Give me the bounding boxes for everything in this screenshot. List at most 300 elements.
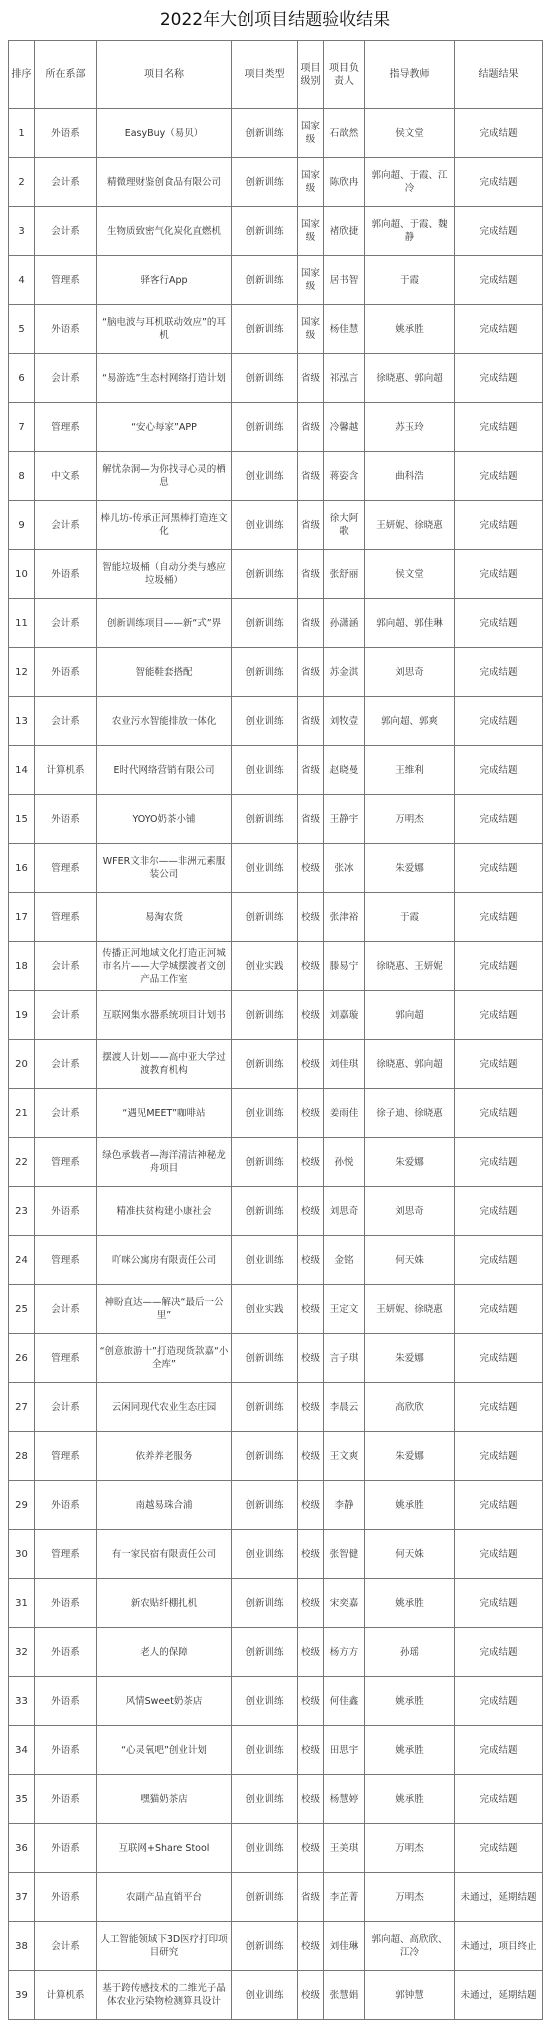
cell-seq: 5 — [9, 305, 35, 354]
cell-result: 完成结题 — [455, 1628, 543, 1677]
table-row — [9, 354, 543, 403]
cell-advisor: 郭向超、于霞、江冷 — [365, 158, 455, 207]
cell-result: 未通过，项目终止 — [455, 1922, 543, 1971]
cell-advisor: 朱爱娜 — [365, 1138, 455, 1187]
cell-advisor: 王维利 — [365, 746, 455, 795]
cell-project-level: 校级 — [298, 1775, 324, 1824]
table-row — [9, 1579, 543, 1628]
table-row — [9, 1726, 543, 1775]
table-row — [9, 1285, 543, 1334]
cell-project-level: 校级 — [298, 1677, 324, 1726]
header-result: 结题结果 — [455, 41, 543, 109]
document-title: 2022年大创项目结题验收结果 — [159, 10, 391, 30]
cell-advisor: 徐晓惠、郭向超 — [365, 1040, 455, 1089]
cell-department: 外语系 — [35, 550, 97, 599]
cell-leader: 李晨云 — [324, 1383, 365, 1432]
cell-project-type: 创业实践 — [232, 1285, 298, 1334]
cell-result: 完成结题 — [455, 109, 543, 158]
cell-advisor: 孙瑶 — [365, 1628, 455, 1677]
cell-department: 外语系 — [35, 1824, 97, 1873]
cell-project-name: 依养养老服务 — [97, 1432, 232, 1481]
cell-advisor: 万明杰 — [365, 1824, 455, 1873]
cell-leader: 宋奕嘉 — [324, 1579, 365, 1628]
cell-project-level: 校级 — [298, 1187, 324, 1236]
cell-result: 完成结题 — [455, 1726, 543, 1775]
cell-leader: 滕易宁 — [324, 942, 365, 991]
cell-advisor: 朱爱娜 — [365, 844, 455, 893]
cell-project-level: 校级 — [298, 1040, 324, 1089]
cell-project-type: 创新训练 — [232, 1383, 298, 1432]
cell-result: 完成结题 — [455, 403, 543, 452]
cell-project-level: 校级 — [298, 1971, 324, 2020]
cell-seq: 39 — [9, 1971, 35, 2020]
cell-project-name: 嘿猫奶茶店 — [97, 1775, 232, 1824]
cell-result: 完成结题 — [455, 991, 543, 1040]
cell-project-type: 创业训练 — [232, 697, 298, 746]
cell-result: 完成结题 — [455, 354, 543, 403]
cell-project-level: 国家级 — [298, 305, 324, 354]
cell-department: 管理系 — [35, 1432, 97, 1481]
cell-leader: 苏金淇 — [324, 648, 365, 697]
cell-seq: 1 — [9, 109, 35, 158]
cell-project-name: “易游选”生态村网络打造计划 — [97, 354, 232, 403]
header-advisor: 指导教师 — [365, 41, 455, 109]
cell-leader: 杨方方 — [324, 1628, 365, 1677]
cell-project-type: 创新训练 — [232, 1040, 298, 1089]
cell-project-level: 省级 — [298, 452, 324, 501]
cell-leader: 杨慧婷 — [324, 1775, 365, 1824]
cell-department: 计算机系 — [35, 746, 97, 795]
cell-seq: 32 — [9, 1628, 35, 1677]
cell-result: 完成结题 — [455, 1089, 543, 1138]
cell-project-level: 校级 — [298, 991, 324, 1040]
cell-project-type: 创新训练 — [232, 1432, 298, 1481]
cell-seq: 15 — [9, 795, 35, 844]
cell-advisor: 徐晓惠、王妍妮 — [365, 942, 455, 991]
cell-seq: 25 — [9, 1285, 35, 1334]
cell-department: 会计系 — [35, 501, 97, 550]
cell-project-level: 校级 — [298, 1579, 324, 1628]
cell-project-name: 摆渡人计划——高中亚大学过渡教育机构 — [97, 1040, 232, 1089]
cell-result: 完成结题 — [455, 1579, 543, 1628]
cell-advisor: 姚承胜 — [365, 1775, 455, 1824]
cell-project-name: “安心每家”APP — [97, 403, 232, 452]
cell-result: 完成结题 — [455, 697, 543, 746]
cell-department: 中文系 — [35, 452, 97, 501]
cell-advisor: 王妍妮、徐晓惠 — [365, 1285, 455, 1334]
cell-project-type: 创新训练 — [232, 256, 298, 305]
cell-project-type: 创新训练 — [232, 550, 298, 599]
cell-advisor: 郭向超、郭佳琳 — [365, 599, 455, 648]
cell-department: 会计系 — [35, 697, 97, 746]
cell-project-name: “创意旅游十”打造现货款嘉“小全库” — [97, 1334, 232, 1383]
cell-result: 未通过，延期结题 — [455, 1971, 543, 2020]
cell-project-type: 创新训练 — [232, 991, 298, 1040]
cell-project-level: 省级 — [298, 550, 324, 599]
cell-result: 完成结题 — [455, 1824, 543, 1873]
cell-advisor: 何天姝 — [365, 1530, 455, 1579]
table-row — [9, 1824, 543, 1873]
cell-project-level: 国家级 — [298, 109, 324, 158]
cell-leader: 田思宇 — [324, 1726, 365, 1775]
cell-project-name: 基于跨传感技术的二维光子晶体农业污染物检测算具设计 — [97, 1971, 232, 2020]
cell-project-type: 创业训练 — [232, 1530, 298, 1579]
cell-leader: 刘嘉璇 — [324, 991, 365, 1040]
cell-seq: 14 — [9, 746, 35, 795]
cell-leader: 居书智 — [324, 256, 365, 305]
cell-department: 会计系 — [35, 1383, 97, 1432]
cell-leader: 刘牧壹 — [324, 697, 365, 746]
cell-project-level: 校级 — [298, 1285, 324, 1334]
cell-project-name: 精准扶贫构建小康社会 — [97, 1187, 232, 1236]
cell-advisor: 姚承胜 — [365, 305, 455, 354]
cell-department: 管理系 — [35, 1236, 97, 1285]
cell-project-level: 校级 — [298, 942, 324, 991]
cell-result: 未通过，延期结题 — [455, 1873, 543, 1922]
cell-project-level: 国家级 — [298, 158, 324, 207]
cell-department: 管理系 — [35, 844, 97, 893]
header-seq: 排序 — [9, 41, 35, 109]
cell-project-type: 创新训练 — [232, 354, 298, 403]
cell-seq: 26 — [9, 1334, 35, 1383]
cell-result: 完成结题 — [455, 158, 543, 207]
cell-advisor: 郭向超 — [365, 991, 455, 1040]
cell-project-name: 易淘农货 — [97, 893, 232, 942]
cell-advisor: 于霞 — [365, 893, 455, 942]
cell-advisor: 刘思奇 — [365, 1187, 455, 1236]
cell-project-type: 创新训练 — [232, 305, 298, 354]
cell-project-level: 校级 — [298, 1138, 324, 1187]
cell-advisor: 徐子迪、徐晓惠 — [365, 1089, 455, 1138]
cell-result: 完成结题 — [455, 795, 543, 844]
cell-seq: 31 — [9, 1579, 35, 1628]
cell-department: 外语系 — [35, 1726, 97, 1775]
cell-department: 管理系 — [35, 893, 97, 942]
cell-project-level: 校级 — [298, 1089, 324, 1138]
cell-project-level: 校级 — [298, 1481, 324, 1530]
cell-seq: 21 — [9, 1089, 35, 1138]
cell-advisor: 何天姝 — [365, 1236, 455, 1285]
cell-project-level: 省级 — [298, 746, 324, 795]
table-row — [9, 1873, 543, 1922]
cell-project-level: 省级 — [298, 648, 324, 697]
cell-result: 完成结题 — [455, 1775, 543, 1824]
cell-project-type: 创新训练 — [232, 1481, 298, 1530]
cell-department: 外语系 — [35, 648, 97, 697]
cell-seq: 29 — [9, 1481, 35, 1530]
table-row — [9, 697, 543, 746]
cell-project-type: 创业训练 — [232, 1089, 298, 1138]
cell-project-name: 吖咪公寓房有限责任公司 — [97, 1236, 232, 1285]
cell-department: 会计系 — [35, 942, 97, 991]
cell-department: 外语系 — [35, 1873, 97, 1922]
cell-department: 外语系 — [35, 1677, 97, 1726]
cell-project-level: 省级 — [298, 354, 324, 403]
cell-leader: 孙悦 — [324, 1138, 365, 1187]
cell-seq: 8 — [9, 452, 35, 501]
cell-project-level: 国家级 — [298, 207, 324, 256]
table-row — [9, 1236, 543, 1285]
table-row — [9, 991, 543, 1040]
table-row — [9, 1138, 543, 1187]
cell-project-name: 云闲同现代农业生态庄园 — [97, 1383, 232, 1432]
cell-project-level: 校级 — [298, 1383, 324, 1432]
cell-seq: 16 — [9, 844, 35, 893]
cell-project-level: 省级 — [298, 403, 324, 452]
cell-result: 完成结题 — [455, 452, 543, 501]
cell-project-type: 创新训练 — [232, 1334, 298, 1383]
cell-department: 管理系 — [35, 256, 97, 305]
cell-seq: 33 — [9, 1677, 35, 1726]
cell-project-type: 创业训练 — [232, 844, 298, 893]
cell-leader: 徐大阿歌 — [324, 501, 365, 550]
cell-seq: 12 — [9, 648, 35, 697]
table-row — [9, 1089, 543, 1138]
cell-advisor: 郭钟慧 — [365, 1971, 455, 2020]
cell-advisor: 郭向超、高欣欣、江冷 — [365, 1922, 455, 1971]
cell-leader: 张津裕 — [324, 893, 365, 942]
results-table — [8, 40, 543, 2020]
cell-project-type: 创新训练 — [232, 1873, 298, 1922]
table-row — [9, 1971, 543, 2020]
cell-department: 会计系 — [35, 1089, 97, 1138]
cell-project-name: 智能鞋套搭配 — [97, 648, 232, 697]
table-row — [9, 1530, 543, 1579]
cell-project-name: 互联网+Share Stool — [97, 1824, 232, 1873]
cell-seq: 10 — [9, 550, 35, 599]
cell-department: 会计系 — [35, 599, 97, 648]
table-row — [9, 109, 543, 158]
header-project-name: 项目名称 — [97, 41, 232, 109]
cell-project-type: 创业训练 — [232, 452, 298, 501]
cell-seq: 30 — [9, 1530, 35, 1579]
cell-project-name: 棒儿坊-传承正河黑棒打造连文化 — [97, 501, 232, 550]
cell-leader: 王文爽 — [324, 1432, 365, 1481]
cell-seq: 7 — [9, 403, 35, 452]
table-row — [9, 256, 543, 305]
cell-result: 完成结题 — [455, 942, 543, 991]
cell-leader: 王定文 — [324, 1285, 365, 1334]
cell-seq: 20 — [9, 1040, 35, 1089]
cell-leader: 王美琪 — [324, 1824, 365, 1873]
cell-project-name: WFER文非尔——非洲元素服装公司 — [97, 844, 232, 893]
cell-project-name: EasyBuy（易贝） — [97, 109, 232, 158]
cell-seq: 9 — [9, 501, 35, 550]
cell-project-level: 校级 — [298, 1628, 324, 1677]
cell-result: 完成结题 — [455, 1040, 543, 1089]
cell-seq: 11 — [9, 599, 35, 648]
table-row — [9, 207, 543, 256]
cell-seq: 19 — [9, 991, 35, 1040]
cell-advisor: 姚承胜 — [365, 1726, 455, 1775]
cell-advisor: 徐晓惠、郭向超 — [365, 354, 455, 403]
cell-leader: 李静 — [324, 1481, 365, 1530]
cell-project-level: 校级 — [298, 1334, 324, 1383]
table-row — [9, 403, 543, 452]
cell-leader: 褚欣捷 — [324, 207, 365, 256]
cell-project-type: 创新训练 — [232, 1922, 298, 1971]
cell-result: 完成结题 — [455, 1187, 543, 1236]
cell-project-name: “心灵氧吧”创业计划 — [97, 1726, 232, 1775]
cell-seq: 23 — [9, 1187, 35, 1236]
cell-result: 完成结题 — [455, 305, 543, 354]
cell-project-name: YOYO奶茶小铺 — [97, 795, 232, 844]
cell-project-type: 创业训练 — [232, 1775, 298, 1824]
cell-project-level: 省级 — [298, 697, 324, 746]
cell-department: 外语系 — [35, 1775, 97, 1824]
cell-project-name: 传播正河地域文化打造正河城市名片——大学城摆渡者文创产品工作室 — [97, 942, 232, 991]
table-row — [9, 1040, 543, 1089]
cell-project-type: 创业训练 — [232, 1677, 298, 1726]
cell-department: 会计系 — [35, 207, 97, 256]
cell-project-level: 国家级 — [298, 256, 324, 305]
cell-project-type: 创业训练 — [232, 1971, 298, 2020]
cell-department: 外语系 — [35, 1187, 97, 1236]
cell-leader: 言子琪 — [324, 1334, 365, 1383]
cell-leader: 蒋姿含 — [324, 452, 365, 501]
cell-result: 完成结题 — [455, 1677, 543, 1726]
cell-project-level: 校级 — [298, 1530, 324, 1579]
cell-department: 管理系 — [35, 403, 97, 452]
cell-project-level: 校级 — [298, 893, 324, 942]
table-row — [9, 1628, 543, 1677]
cell-seq: 3 — [9, 207, 35, 256]
cell-advisor: 高欣欣 — [365, 1383, 455, 1432]
cell-seq: 34 — [9, 1726, 35, 1775]
cell-leader: 何佳鑫 — [324, 1677, 365, 1726]
table-row — [9, 746, 543, 795]
cell-seq: 27 — [9, 1383, 35, 1432]
cell-advisor: 万明杰 — [365, 1873, 455, 1922]
cell-seq: 36 — [9, 1824, 35, 1873]
cell-seq: 22 — [9, 1138, 35, 1187]
table-row — [9, 1775, 543, 1824]
cell-project-type: 创业训练 — [232, 1726, 298, 1775]
cell-project-type: 创业训练 — [232, 1824, 298, 1873]
cell-project-type: 创业训练 — [232, 501, 298, 550]
header-project-level: 项目级别 — [298, 41, 324, 109]
table-row — [9, 648, 543, 697]
cell-seq: 35 — [9, 1775, 35, 1824]
cell-advisor: 姚承胜 — [365, 1481, 455, 1530]
cell-project-type: 创新训练 — [232, 648, 298, 697]
cell-leader: 张智健 — [324, 1530, 365, 1579]
cell-advisor: 朱爱娜 — [365, 1334, 455, 1383]
cell-result: 完成结题 — [455, 1383, 543, 1432]
cell-project-type: 创新训练 — [232, 109, 298, 158]
cell-department: 外语系 — [35, 795, 97, 844]
cell-seq: 38 — [9, 1922, 35, 1971]
cell-project-type: 创业训练 — [232, 1236, 298, 1285]
cell-project-name: “遇见MEET”咖啡站 — [97, 1089, 232, 1138]
cell-advisor: 朱爱娜 — [365, 1432, 455, 1481]
table-row — [9, 550, 543, 599]
cell-advisor: 王妍妮、徐晓惠 — [365, 501, 455, 550]
header-department: 所在系部 — [35, 41, 97, 109]
cell-advisor: 姚承胜 — [365, 1579, 455, 1628]
cell-leader: 石歆然 — [324, 109, 365, 158]
cell-department: 外语系 — [35, 1628, 97, 1677]
cell-project-level: 省级 — [298, 501, 324, 550]
cell-department: 外语系 — [35, 109, 97, 158]
table-row — [9, 452, 543, 501]
cell-advisor: 郭向超、郭爽 — [365, 697, 455, 746]
cell-project-name: E时代网络营销有限公司 — [97, 746, 232, 795]
table-row — [9, 1922, 543, 1971]
cell-advisor: 刘思奇 — [365, 648, 455, 697]
cell-advisor: 于霞 — [365, 256, 455, 305]
cell-department: 会计系 — [35, 158, 97, 207]
cell-result: 完成结题 — [455, 648, 543, 697]
cell-advisor: 苏玉玲 — [365, 403, 455, 452]
cell-result: 完成结题 — [455, 1334, 543, 1383]
cell-project-level: 省级 — [298, 795, 324, 844]
cell-department: 外语系 — [35, 305, 97, 354]
cell-seq: 17 — [9, 893, 35, 942]
cell-project-type: 创新训练 — [232, 795, 298, 844]
cell-leader: 姜雨佳 — [324, 1089, 365, 1138]
cell-project-type: 创新训练 — [232, 1138, 298, 1187]
cell-advisor: 姚承胜 — [365, 1677, 455, 1726]
cell-project-level: 省级 — [298, 599, 324, 648]
cell-project-name: 智能垃圾桶（自动分类与感应垃圾桶） — [97, 550, 232, 599]
cell-seq: 6 — [9, 354, 35, 403]
cell-project-name: “脑电波与耳机联动效应”的耳机 — [97, 305, 232, 354]
cell-result: 完成结题 — [455, 893, 543, 942]
cell-project-name: 有一家民宿有限责任公司 — [97, 1530, 232, 1579]
cell-leader: 冷馨越 — [324, 403, 365, 452]
cell-leader: 李芷菁 — [324, 1873, 365, 1922]
cell-department: 会计系 — [35, 1922, 97, 1971]
cell-leader: 金铭 — [324, 1236, 365, 1285]
cell-advisor: 郭向超、于霞、魏静 — [365, 207, 455, 256]
cell-project-name: 农副产品直销平台 — [97, 1873, 232, 1922]
cell-leader: 张慧娟 — [324, 1971, 365, 2020]
cell-project-level: 校级 — [298, 1432, 324, 1481]
cell-leader: 陈欣冉 — [324, 158, 365, 207]
cell-department: 管理系 — [35, 1138, 97, 1187]
cell-project-type: 创新训练 — [232, 1579, 298, 1628]
table-row — [9, 1677, 543, 1726]
cell-result: 完成结题 — [455, 1236, 543, 1285]
cell-project-name: 老人的保障 — [97, 1628, 232, 1677]
cell-department: 外语系 — [35, 1579, 97, 1628]
cell-project-type: 创业实践 — [232, 942, 298, 991]
cell-project-name: 绿色承载者—海洋清洁神秘龙舟项目 — [97, 1138, 232, 1187]
header-leader: 项目负责人 — [324, 41, 365, 109]
cell-result: 完成结题 — [455, 1481, 543, 1530]
cell-project-type: 创新训练 — [232, 207, 298, 256]
cell-advisor: 万明杰 — [365, 795, 455, 844]
cell-project-type: 创新训练 — [232, 158, 298, 207]
cell-result: 完成结题 — [455, 256, 543, 305]
cell-department: 管理系 — [35, 1334, 97, 1383]
cell-leader: 杨佳慧 — [324, 305, 365, 354]
table-row — [9, 942, 543, 991]
table-row — [9, 1432, 543, 1481]
cell-department: 会计系 — [35, 991, 97, 1040]
cell-seq: 13 — [9, 697, 35, 746]
cell-result: 完成结题 — [455, 1432, 543, 1481]
cell-leader: 刘思奇 — [324, 1187, 365, 1236]
cell-project-name: 生物质致密气化炭化直燃机 — [97, 207, 232, 256]
cell-seq: 28 — [9, 1432, 35, 1481]
cell-project-name: 神盼直达——解决“最后一公里” — [97, 1285, 232, 1334]
cell-project-name: 精微理财鉴创食品有限公司 — [97, 158, 232, 207]
cell-project-level: 省级 — [298, 1873, 324, 1922]
table-header-row — [9, 41, 543, 109]
cell-department: 会计系 — [35, 354, 97, 403]
